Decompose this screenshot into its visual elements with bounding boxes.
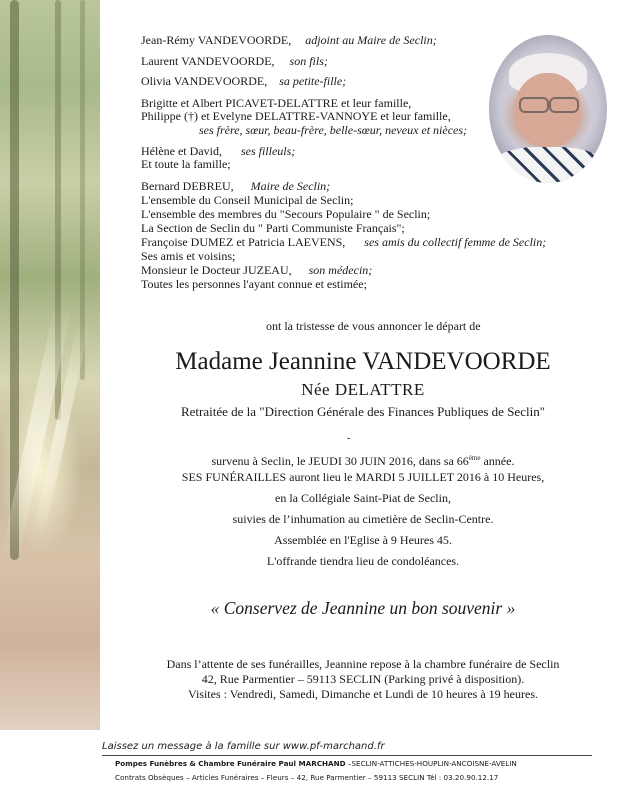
deceased-name: Madame Jeannine VANDEVOORDE — [175, 348, 551, 375]
funeral-line: L'offrande tiendra lieu de condoléances. — [266, 554, 460, 568]
portrait-photo — [489, 35, 607, 183]
family-line: Françoise DUMEZ et Patricia LAEVENS, ses amis du collectif femme de Seclin; — [141, 235, 547, 249]
funeral-line: suivies de l’inhumation au cimetière de Seclin-Centre. — [232, 512, 494, 526]
announcement-text: ont la tristesse de vous annoncer le départ de — [266, 319, 481, 333]
family-line: L'ensemble du Conseil Municipal de Seclin; — [141, 193, 354, 207]
online-message-link[interactable]: Laissez un message à la famille sur www.pf-marchand.fr — [102, 741, 385, 752]
family-line: Laurent VANDEVOORDE, son fils; — [141, 54, 328, 68]
family-line: Monsieur le Docteur JUZEAU, son médecin; — [141, 263, 373, 277]
retirement-line: Retraitée de la "Direction Générale des Finances Publiques de Seclin" — [180, 404, 546, 419]
family-line: L'ensemble des membres du "Secours Populaire " de Seclin; — [141, 207, 431, 221]
family-line: Toutes les personnes l'ayant connue et estimée; — [141, 277, 367, 291]
forest-side-panel — [0, 0, 100, 730]
family-line: Bernard DEBREU, Maire de Seclin; — [141, 179, 331, 193]
rest-line: 42, Rue Parmentier – 59113 SECLIN (Parking privé à disposition). — [201, 672, 525, 686]
family-line: Hélène et David, ses filleuls; — [141, 144, 296, 158]
maiden-name: Née DELATTRE — [301, 380, 425, 399]
family-line: Philippe (†) et Evelyne DELATTRE-VANNOYE et leur famille, — [141, 109, 451, 123]
death-line: survenu à Seclin, le JEUDI 30 JUIN 2016, dans sa 66ème année. — [211, 454, 515, 468]
funeral-line: SES FUNÉRAILLES auront lieu le MARDI 5 JUILLET 2016 à 10 Heures, — [181, 470, 545, 484]
footer-divider — [102, 755, 592, 756]
family-line: Brigitte et Albert PICAVET-DELATTRE et leur famille, — [141, 96, 412, 110]
family-line: Ses amis et voisins; — [141, 249, 236, 263]
company-line: Pompes Funèbres & Chambre Funéraire Paul MARCHAND –SECLIN-ATTICHES-HOUPLIN-ANCOISNE-AVELIN — [115, 759, 517, 768]
rest-line: Dans l’attente de ses funérailles, Jeannine repose à la chambre funéraire de Seclin — [166, 657, 560, 671]
family-relation-line: ses frère, sœur, beau-frère, belle-sœur, neveux et nièces; — [199, 123, 468, 137]
family-line: La Section de Seclin du " Parti Communiste Français"; — [141, 221, 405, 235]
funeral-line: Assemblée en l'Eglise à 9 Heures 45. — [274, 533, 452, 547]
separator-dash: - — [347, 433, 351, 444]
funeral-line: en la Collégiale Saint-Piat de Seclin, — [275, 491, 451, 505]
memorial-quote: « Conservez de Jeannine un bon souvenir » — [210, 598, 516, 618]
family-line: Jean-Rémy VANDEVOORDE, adjoint au Maire de Seclin; — [141, 33, 437, 47]
family-line: Et toute la famille; — [141, 157, 231, 171]
contracts-line: Contrats Obsèques – Articles Funéraires – Fleurs – 42, Rue Parmentier – 59113 SECLIN Tél : 03.20.90.12.17 — [115, 773, 499, 782]
rest-line: Visites : Vendredi, Samedi, Dimanche et Lundi de 10 heures à 19 heures. — [188, 687, 538, 701]
portrait-glasses — [517, 97, 579, 111]
family-line: Olivia VANDEVOORDE, sa petite-fille; — [141, 74, 347, 88]
portrait-shirt — [494, 147, 602, 183]
